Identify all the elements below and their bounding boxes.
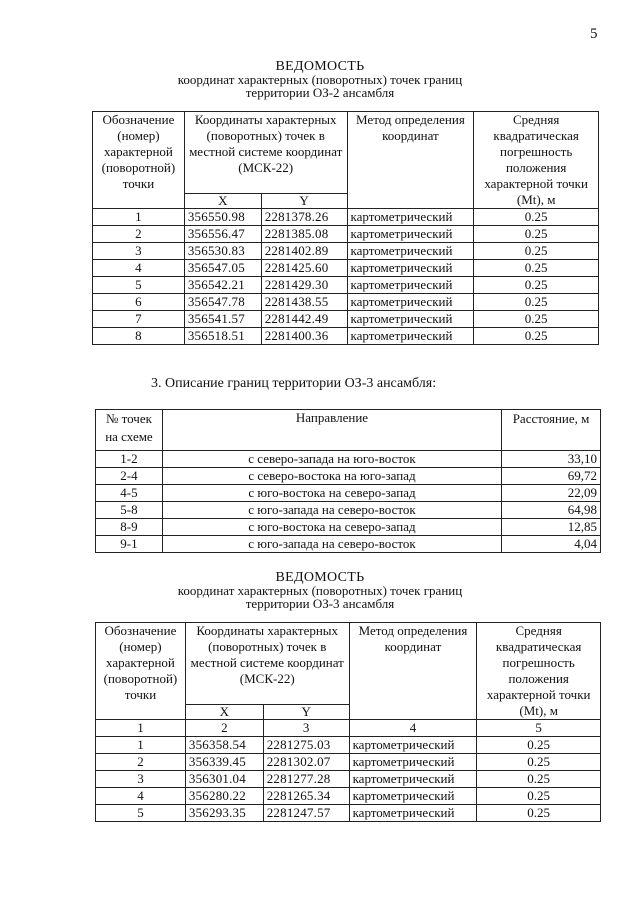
coord-x: 356542.21 (184, 277, 261, 294)
table-row (93, 243, 599, 260)
coord-y: 2281277.28 (263, 771, 349, 788)
table1-subtitle-1: координат характерных (поворотных) точек границ (177, 72, 463, 87)
table-row (93, 328, 599, 345)
table-row (96, 502, 601, 519)
direction-value: с северо-запада на юго-восток (162, 451, 501, 468)
coord-x: 356518.51 (184, 328, 261, 345)
point-number: 8 (93, 328, 185, 345)
table1-header-method: Метод определения координат (347, 112, 474, 209)
method-value: картометрический (347, 260, 474, 277)
method-value: картометрический (349, 788, 477, 805)
table-row (96, 788, 601, 805)
table-row (96, 519, 601, 536)
method-value: картометрический (349, 737, 477, 754)
table2-subtitle-1: координат характерных (поворотных) точек границ (177, 583, 463, 598)
direction-value: с юго-запада на северо-восток (162, 502, 501, 519)
point-number: 4 (96, 788, 186, 805)
method-value: картометрический (347, 243, 474, 260)
point-number: 3 (96, 771, 186, 788)
method-value: картометрический (349, 754, 477, 771)
coord-y: 2281265.34 (263, 788, 349, 805)
method-value: картометрический (347, 311, 474, 328)
coord-x: 356530.83 (184, 243, 261, 260)
error-value: 0.25 (474, 243, 599, 260)
coord-y: 2281385.08 (261, 226, 347, 243)
boundary-table (95, 409, 601, 553)
table-row (93, 294, 599, 311)
table1-heading (0, 60, 640, 99)
error-value: 0.25 (474, 226, 599, 243)
coord-x: 356301.04 (185, 771, 263, 788)
boundary-header-direction: Направление (162, 410, 501, 451)
coord-x: 356280.22 (185, 788, 263, 805)
table-row (96, 805, 601, 822)
coord-x: 356556.47 (184, 226, 261, 243)
table2-header-x: X (185, 705, 263, 720)
error-value: 0.25 (474, 260, 599, 277)
point-number: 1 (93, 209, 185, 226)
table-row (93, 311, 599, 328)
point-number: 1 (96, 737, 186, 754)
table1-header-designation: Обозначение (номер) характерной (поворотной) точки (93, 112, 185, 209)
table1-header-error: Средняя квадратическая погрешность положения характерной точки (Mt), м (474, 112, 599, 209)
error-value: 0.25 (477, 771, 601, 788)
coord-y: 2281378.26 (261, 209, 347, 226)
points-value: 1-2 (96, 451, 163, 468)
coord-y: 2281438.55 (261, 294, 347, 311)
table-row (93, 209, 599, 226)
table-row (93, 226, 599, 243)
point-number: 2 (96, 754, 186, 771)
point-number: 6 (93, 294, 185, 311)
method-value: картометрический (349, 805, 477, 822)
coord-y: 2281247.57 (263, 805, 349, 822)
coord-x: 356293.35 (185, 805, 263, 822)
error-value: 0.25 (477, 754, 601, 771)
method-value: картометрический (347, 277, 474, 294)
direction-value: с юго-востока на северо-запад (162, 485, 501, 502)
distance-value: 4,04 (502, 536, 601, 553)
table1-subtitle-2: территории ОЗ-2 ансамбля (245, 85, 395, 100)
boundary-header-points: № точек на схеме (96, 410, 163, 451)
table2-colnum-5: 5 (477, 720, 601, 737)
error-value: 0.25 (474, 277, 599, 294)
table-row (96, 536, 601, 553)
method-value: картометрический (349, 771, 477, 788)
distance-value: 33,10 (502, 451, 601, 468)
error-value: 0.25 (474, 328, 599, 345)
table2-header-designation: Обозначение (номер) характерной (поворотной) точки (96, 623, 186, 720)
table-row (96, 451, 601, 468)
table-row (93, 277, 599, 294)
point-number: 5 (93, 277, 185, 294)
point-number: 2 (93, 226, 185, 243)
table-row (96, 754, 601, 771)
table2-heading (0, 571, 640, 610)
error-value: 0.25 (474, 209, 599, 226)
error-value: 0.25 (474, 311, 599, 328)
table2-colnum-3: 3 (263, 720, 349, 737)
coord-x: 356547.78 (184, 294, 261, 311)
coord-y: 2281275.03 (263, 737, 349, 754)
page-number: 5 (590, 26, 598, 42)
table-row (96, 468, 601, 485)
coord-y: 2281400.36 (261, 328, 347, 345)
direction-value: с юго-востока на северо-запад (162, 519, 501, 536)
coord-y: 2281302.07 (263, 754, 349, 771)
method-value: картометрический (347, 328, 474, 345)
coord-x: 356550.98 (184, 209, 261, 226)
table1-header-coords: Координаты характерных (поворотных) точек в местной системе координат (МСК-22) (184, 112, 347, 194)
table2-subtitle-2: территории ОЗ-3 ансамбля (245, 596, 395, 611)
coord-x: 356358.54 (185, 737, 263, 754)
method-value: картометрический (347, 209, 474, 226)
error-value: 0.25 (474, 294, 599, 311)
coord-y: 2281429.30 (261, 277, 347, 294)
points-value: 8-9 (96, 519, 163, 536)
coord-x: 356547.05 (184, 260, 261, 277)
distance-value: 12,85 (502, 519, 601, 536)
point-number: 3 (93, 243, 185, 260)
coord-y: 2281425.60 (261, 260, 347, 277)
distance-value: 64,98 (502, 502, 601, 519)
table1-header-y: Y (261, 194, 347, 209)
error-value: 0.25 (477, 805, 601, 822)
table1 (92, 111, 599, 345)
table2-colnum-4: 4 (349, 720, 477, 737)
direction-value: с северо-востока на юго-запад (162, 468, 501, 485)
coord-x: 356541.57 (184, 311, 261, 328)
coord-y: 2281442.49 (261, 311, 347, 328)
table2-header-error: Средняя квадратическая погрешность положения характерной точки (Mt), м (477, 623, 601, 720)
distance-value: 69,72 (502, 468, 601, 485)
error-value: 0.25 (477, 737, 601, 754)
points-value: 5-8 (96, 502, 163, 519)
table2-colnum-1: 1 (96, 720, 186, 737)
table1-header-x: X (184, 194, 261, 209)
table-row (93, 260, 599, 277)
table-row (96, 485, 601, 502)
points-value: 2-4 (96, 468, 163, 485)
table2-header-coords: Координаты характерных (поворотных) точек в местной системе координат (МСК-22) (185, 623, 349, 705)
table-row (96, 737, 601, 754)
table2 (95, 622, 601, 822)
points-value: 4-5 (96, 485, 163, 502)
error-value: 0.25 (477, 788, 601, 805)
table2-colnum-2: 2 (185, 720, 263, 737)
table2-header-method: Метод определения координат (349, 623, 477, 720)
table2-title: ВЕДОМОСТЬ (275, 570, 365, 585)
points-value: 9-1 (96, 536, 163, 553)
direction-value: с юго-запада на северо-восток (162, 536, 501, 553)
table-row (96, 771, 601, 788)
distance-value: 22,09 (502, 485, 601, 502)
method-value: картометрический (347, 226, 474, 243)
section3-heading: 3. Описание границ территории ОЗ-3 ансамбля: (151, 376, 437, 391)
point-number: 7 (93, 311, 185, 328)
coord-x: 356339.45 (185, 754, 263, 771)
method-value: картометрический (347, 294, 474, 311)
table1-title: ВЕДОМОСТЬ (275, 59, 365, 74)
point-number: 5 (96, 805, 186, 822)
boundary-header-distance: Расстояние, м (502, 410, 601, 451)
table2-header-y: Y (263, 705, 349, 720)
point-number: 4 (93, 260, 185, 277)
coord-y: 2281402.89 (261, 243, 347, 260)
